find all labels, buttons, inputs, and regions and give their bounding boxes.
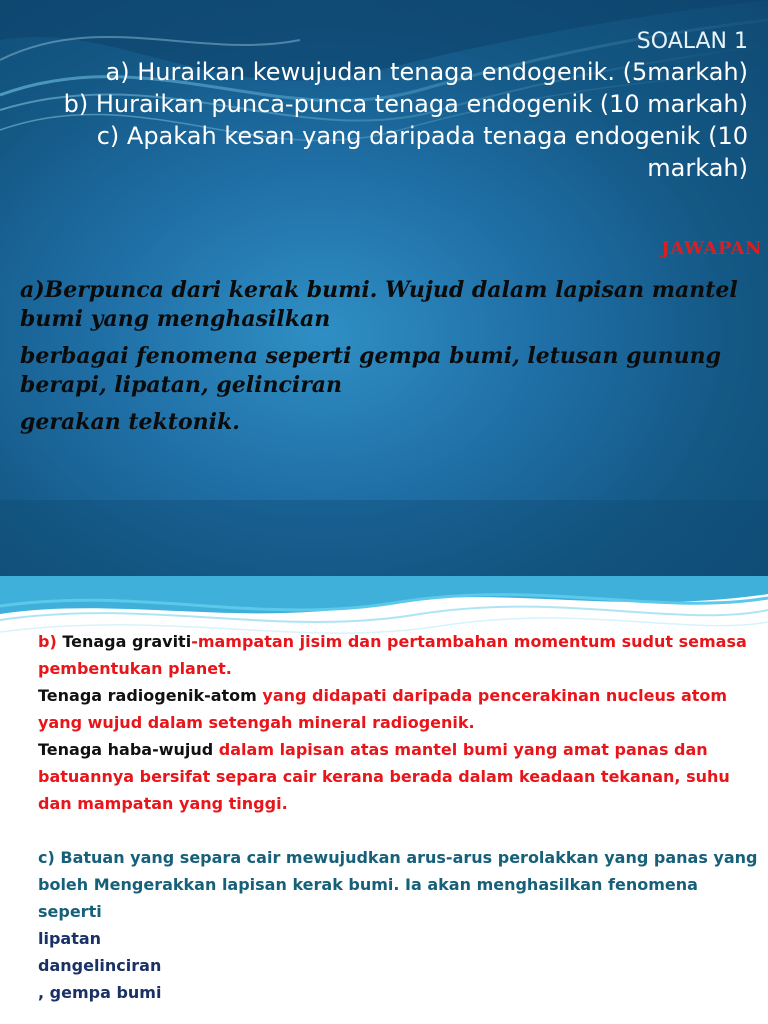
answer-b-term-2: Tenaga radiogenik-atom [38,686,263,705]
answer-b-label: b) [38,632,63,651]
slide-answer [0,576,768,1024]
answer-bc-block [38,628,758,1006]
answer-heading: JAWAPAN [661,238,762,259]
answer-b-desc-3: dalam lapisan atas mantel bumi yang amat panas dan batuannya bersifat separa cair kerana berada dalam keadaan tekanan, suhu dan mampatan yang tinggi. [38,740,730,813]
answer-b-term-1: Tenaga graviti [62,632,192,651]
slide-title [8,28,748,184]
answer-a-paragraph-3: gerakan tektonik. [20,409,240,435]
title-line-c-cont: markah) [647,154,748,182]
answer-a-paragraph-1: a)Berpunca dari kerak bumi. Wujud dalam lapisan mantel bumi yang menghasilkan [20,277,738,332]
answer-a-block [20,276,760,445]
answer-c-item-2: dangelinciran [38,956,162,975]
answer-b-item-1 [38,628,758,682]
title-line-a: a) Huraikan kewujudan tenaga endogenik. (5markah) [105,58,748,86]
answer-b-item-3 [38,736,758,817]
answer-c-text: c) Batuan yang separa cair mewujudkan arus-arus perolakkan yang panas yang boleh Mengerakkan lapisan kerak bumi. Ia akan menghasilkan fenomena seperti [38,848,758,921]
answer-b-item-2 [38,682,758,736]
title-line-c: c) Apakah kesan yang daripada tenaga endogenik (10 [96,122,748,150]
answer-b-desc-1: -mampatan jisim dan pertambahan momentum sudut semasa pembentukan planet. [38,632,747,678]
answer-a-paragraph-2: berbagai fenomena seperti gempa bumi, letusan gunung berapi, lipatan, gelinciran [20,343,721,398]
answer-b-desc-2: yang didapati daripada pencerakinan nucleus atom yang wujud dalam setengah mineral radiogenik. [38,686,728,732]
answer-c-item-1: lipatan [38,929,102,948]
title-line-soalan: SOALAN 1 [636,29,748,54]
answer-c-item-3: , gempa bumi [38,983,162,1002]
spacer [38,817,758,844]
answer-b-term-3: Tenaga haba-wujud [38,740,219,759]
title-line-b: b) Huraikan punca-punca tenaga endogenik (10 markah) [63,90,748,118]
